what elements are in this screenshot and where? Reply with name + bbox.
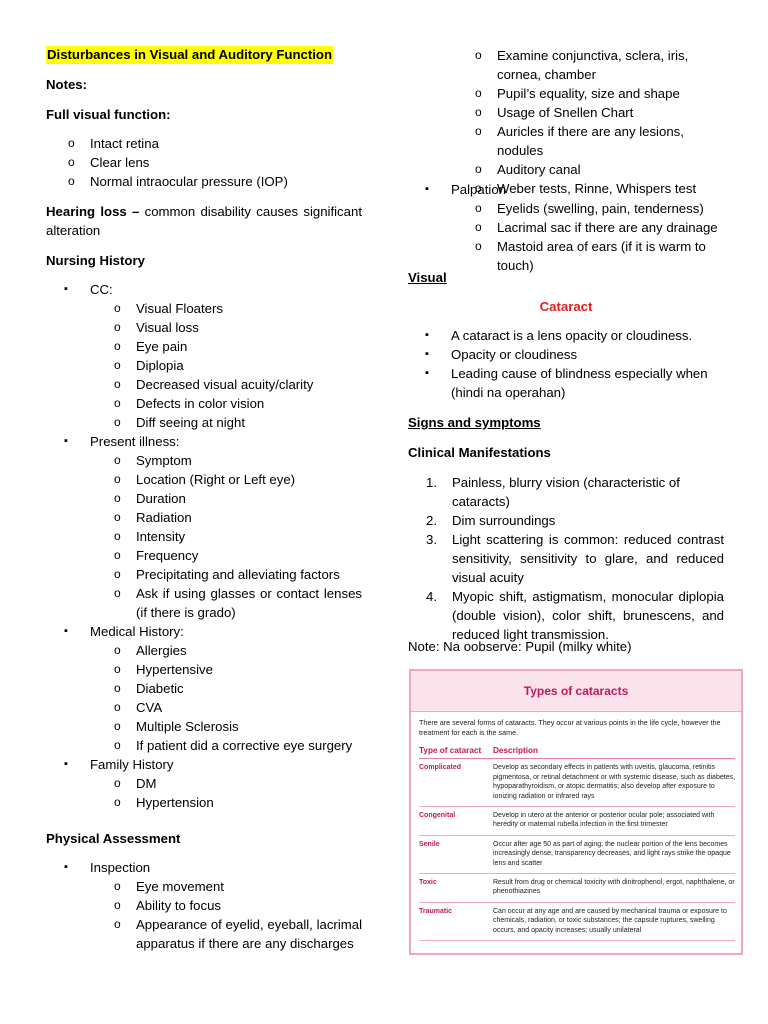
inspection-item xyxy=(90,858,362,953)
list-item: o Visual loss xyxy=(136,318,362,337)
nursing-history-list xyxy=(90,280,362,812)
signs-symptoms-heading: Signs and symptoms xyxy=(408,415,541,430)
family-history-sublist xyxy=(136,774,362,812)
cataract-description: Result from drug or chemical toxicity with dinitrophenol, ergot, naphthalene, or phenothiazines xyxy=(493,874,735,903)
list-item: o Auditory canal xyxy=(497,160,725,179)
inspection-label: Inspection xyxy=(90,860,151,875)
table-row xyxy=(419,835,735,873)
present-illness-sublist xyxy=(136,451,362,622)
table-row xyxy=(419,874,735,903)
list-item: ▪ A cataract is a lens opacity or cloudiness. xyxy=(451,326,725,345)
list-item: o Lacrimal sac if there are any drainage xyxy=(497,218,725,237)
full-visual-list xyxy=(90,134,360,191)
column-header-type: Type of cataract xyxy=(419,744,493,759)
physical-assessment-list xyxy=(90,858,362,953)
list-item: o Multiple Sclerosis xyxy=(136,717,362,736)
family-history-item xyxy=(90,755,362,812)
figure-intro: There are several forms of cataracts. They occur at various points in the life cycle, however the treatment for each is the same. xyxy=(419,718,721,737)
list-number: 2. xyxy=(426,513,437,528)
list-item: o Allergies xyxy=(136,641,362,660)
list-item: o Auricles if there are any lesions, nodules xyxy=(497,122,725,160)
cataract-description: Develop in utero at the anterior or posterior ocular pole; associated with heredity or maternal rubella infection in the first trimester xyxy=(493,807,735,836)
nursing-history-heading: Nursing History xyxy=(46,253,145,268)
palpation-item xyxy=(451,180,725,275)
list-item: ▪ Leading cause of blindness especially when (hindi na operahan) xyxy=(451,364,725,402)
inspection-sublist xyxy=(136,877,362,953)
list-number: 1. xyxy=(426,475,437,490)
list-text: Painless, blurry vision (characteristic of cataracts) xyxy=(452,475,680,509)
column-header-description: Description xyxy=(493,744,735,759)
cc-sublist xyxy=(136,299,362,432)
list-text: Myopic shift, astigmatism, monocular diplopia (double vision), color shift, brunescens, and reduced light transmission. xyxy=(452,589,724,642)
list-item: o CVA xyxy=(136,698,362,717)
cataract-type: Traumatic xyxy=(419,902,493,940)
list-item: o Location (Right or Left eye) xyxy=(136,470,362,489)
list-item: o Eyelids (swelling, pain, tenderness) xyxy=(497,199,725,218)
list-item: ▪ Opacity or cloudiness xyxy=(451,345,725,364)
list-item: o Intensity xyxy=(136,527,362,546)
list-item: o Visual Floaters xyxy=(136,299,362,318)
full-visual-heading: Full visual function: xyxy=(46,107,171,122)
palpation-sublist xyxy=(497,199,725,275)
list-item: o Precipitating and alleviating factors xyxy=(136,565,362,584)
table-header-row xyxy=(419,744,735,759)
cc-item xyxy=(90,280,362,432)
inspection-continued-list xyxy=(497,46,725,198)
palpation-list xyxy=(451,180,725,275)
list-item: o Symptom xyxy=(136,451,362,470)
list-item: o Clear lens xyxy=(90,153,360,172)
list-item: o DM xyxy=(136,774,362,793)
palpation-label: Palpation xyxy=(451,182,506,197)
cataract-heading: Cataract xyxy=(539,299,593,314)
cataract-types-table xyxy=(419,744,735,941)
list-number: 4. xyxy=(426,589,437,604)
list-item: o Radiation xyxy=(136,508,362,527)
family-history-label: Family History xyxy=(90,757,174,772)
list-item xyxy=(426,587,724,644)
table-row xyxy=(419,902,735,940)
list-item xyxy=(426,473,724,511)
list-item: o Decreased visual acuity/clarity xyxy=(136,375,362,394)
list-item xyxy=(426,530,724,587)
cataract-type: Congenital xyxy=(419,807,493,836)
list-item: o Mastoid area of ears (if it is warm to touch) xyxy=(497,237,725,275)
cataract-list xyxy=(451,326,725,402)
notes-heading: Notes: xyxy=(46,77,88,92)
list-item: o Appearance of eyelid, eyeball, lacrimal apparatus if there are any discharges xyxy=(136,915,362,953)
hearing-loss-paragraph xyxy=(46,202,362,240)
list-item: o Ask if using glasses or contact lenses (if there is grado) xyxy=(136,584,362,622)
medical-history-sublist xyxy=(136,641,362,755)
cataract-type: Complicated xyxy=(419,759,493,807)
list-item: o Intact retina xyxy=(90,134,360,153)
list-item: o Diabetic xyxy=(136,679,362,698)
list-item: o Ability to focus xyxy=(136,896,362,915)
list-item: o Diff seeing at night xyxy=(136,413,362,432)
cataract-type: Toxic xyxy=(419,874,493,903)
present-illness-label: Present illness: xyxy=(90,434,180,449)
physical-assessment-heading: Physical Assessment xyxy=(46,831,181,846)
medical-history-label: Medical History: xyxy=(90,624,184,639)
list-item: o Diplopia xyxy=(136,356,362,375)
present-illness-item xyxy=(90,432,362,622)
list-item: o Duration xyxy=(136,489,362,508)
figure-header xyxy=(411,671,741,712)
clinical-manifestations-heading: Clinical Manifestations xyxy=(408,445,551,460)
list-item: o Eye pain xyxy=(136,337,362,356)
list-item: o Pupil’s equality, size and shape xyxy=(497,84,725,103)
list-item: o Eye movement xyxy=(136,877,362,896)
visual-heading: Visual xyxy=(408,270,447,285)
list-item: o Defects in color vision xyxy=(136,394,362,413)
list-text: Light scattering is common: reduced contrast sensitivity, sensitivity to glare, and reduced visual acuity xyxy=(452,532,724,585)
cc-label: CC: xyxy=(90,282,113,297)
list-item: o If patient did a corrective eye surgery xyxy=(136,736,362,755)
figure-title: Types of cataracts xyxy=(523,684,629,698)
list-item: o Frequency xyxy=(136,546,362,565)
cataract-description: Occur after age 50 as part of aging; the nuclear portion of the lens becomes increasingly dense, transparency decreases, and light rays strike the opaque lens and scatter xyxy=(493,835,735,873)
table-row xyxy=(419,759,735,807)
list-item: o Hypertensive xyxy=(136,660,362,679)
types-of-cataracts-figure xyxy=(409,669,743,955)
list-item xyxy=(426,511,724,530)
cataract-type: Senile xyxy=(419,835,493,873)
list-text: Dim surroundings xyxy=(452,513,556,528)
table-row xyxy=(419,807,735,836)
list-item: o Weber tests, Rinne, Whispers test xyxy=(497,179,725,198)
list-item: o Hypertension xyxy=(136,793,362,812)
list-item: o Examine conjunctiva, sclera, iris, cornea, chamber xyxy=(497,46,725,84)
hearing-loss-text: common disability causes significant alteration xyxy=(46,204,362,238)
hearing-loss-term: Hearing loss – xyxy=(46,204,140,219)
document-title: Disturbances in Visual and Auditory Function xyxy=(47,47,333,62)
note-line: Note: Na oobserve: Pupil (milky white) xyxy=(408,639,632,654)
cataract-description: Develop as secondary effects in patients with uveitis, glaucoma, retinitis pigmentosa, or retinal detachment or with systemic disease, such as diabetes, hypoparathyroidism, or atopic dermatitis; also develop after exposure to ionizing radiation or infrared rays xyxy=(493,759,735,807)
list-number: 3. xyxy=(426,532,437,547)
clinical-manifestations-list xyxy=(426,473,724,644)
cataract-description: Can occur at any age and are caused by mechanical trauma or exposure to chemicals, radiation, or toxic substances; the capsule ruptures, swelling occurs, and opacity increases; usually unilateral xyxy=(493,902,735,940)
list-item: o Usage of Snellen Chart xyxy=(497,103,725,122)
list-item: o Normal intraocular pressure (IOP) xyxy=(90,172,360,191)
medical-history-item xyxy=(90,622,362,755)
